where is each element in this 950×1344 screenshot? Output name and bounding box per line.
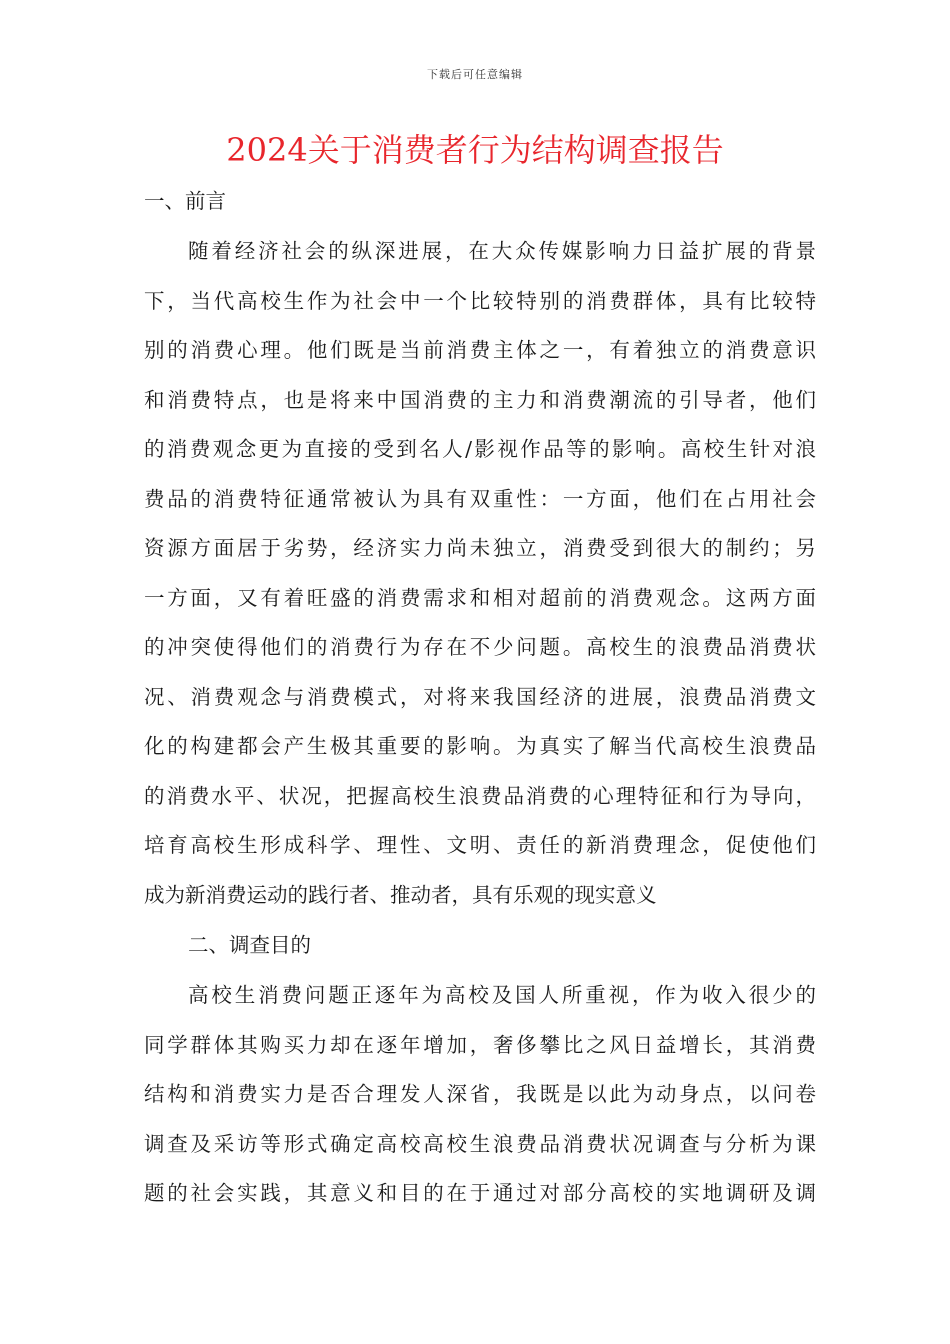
paragraph-line: 费品的消费特征通常被认为具有双重性：一方面，他们在占用社会: [144, 486, 816, 511]
document-title: 2024关于消费者行为结构调查报告: [226, 131, 724, 169]
paragraph-line: 和消费特点，也是将来中国消费的主力和消费潮流的引导者，他们: [144, 387, 816, 412]
paragraph-line: 下，当代高校生作为社会中一个比较特别的消费群体，具有比较特: [144, 288, 816, 313]
paragraph-preface: [144, 227, 816, 920]
paragraph-line: 的冲突使得他们的消费行为存在不少问题。高校生的浪费品消费状: [144, 635, 816, 659]
paragraph-line: 资源方面居于劣势，经济实力尚未独立，消费受到很大的制约；另: [144, 536, 816, 560]
paragraph-line: 别的消费心理。他们既是当前消费主体之一，有着独立的消费意识: [144, 338, 816, 362]
paragraph-line: 随着经济社会的纵深进展，在大众传媒影响力日益扩展的背景: [188, 239, 816, 263]
paragraph-line: 的消费水平、状况，把握高校生浪费品消费的心理特征和行为导向，: [144, 783, 816, 808]
paragraph-line: 化的构建都会产生极其重要的影响。为真实了解当代高校生浪费品: [144, 734, 816, 758]
paragraph-line: 的消费观念更为直接的受到名人/影视作品等的影响。高校生针对浪: [144, 437, 816, 461]
section-heading-preface: 一、前言: [144, 189, 226, 213]
paragraph-line: 高校生消费问题正逐年为高校及国人所重视，作为收入很少的: [188, 983, 816, 1007]
section-heading-purpose: 二、调查目的: [188, 933, 311, 957]
paragraph-purpose: [144, 971, 816, 1219]
paragraph-line: 调查及采访等形式确定高校高校生浪费品消费状况调查与分析为课: [144, 1131, 816, 1156]
paragraph-line: 培育高校生形成科学、理性、文明、责任的新消费理念，促使他们: [144, 833, 816, 857]
page-header-note: 下载后可任意编辑: [427, 68, 523, 81]
paragraph-line: 结构和消费实力是否合理发人深省，我既是以此为动身点，以问卷: [144, 1082, 816, 1106]
paragraph-line: 同学群体其购买力却在逐年增加，奢侈攀比之风日益增长，其消费: [144, 1032, 816, 1057]
paragraph-line: 一方面，又有着旺盛的消费需求和相对超前的消费观念。这两方面: [144, 585, 816, 610]
paragraph-line: 况、消费观念与消费模式，对将来我国经济的进展，浪费品消费文: [144, 684, 816, 709]
paragraph-line: 题的社会实践，其意义和目的在于通过对部分高校的实地调研及调: [144, 1181, 816, 1205]
paragraph-line: 成为新消费运动的践行者、推动者，具有乐观的现实意义: [144, 882, 657, 907]
